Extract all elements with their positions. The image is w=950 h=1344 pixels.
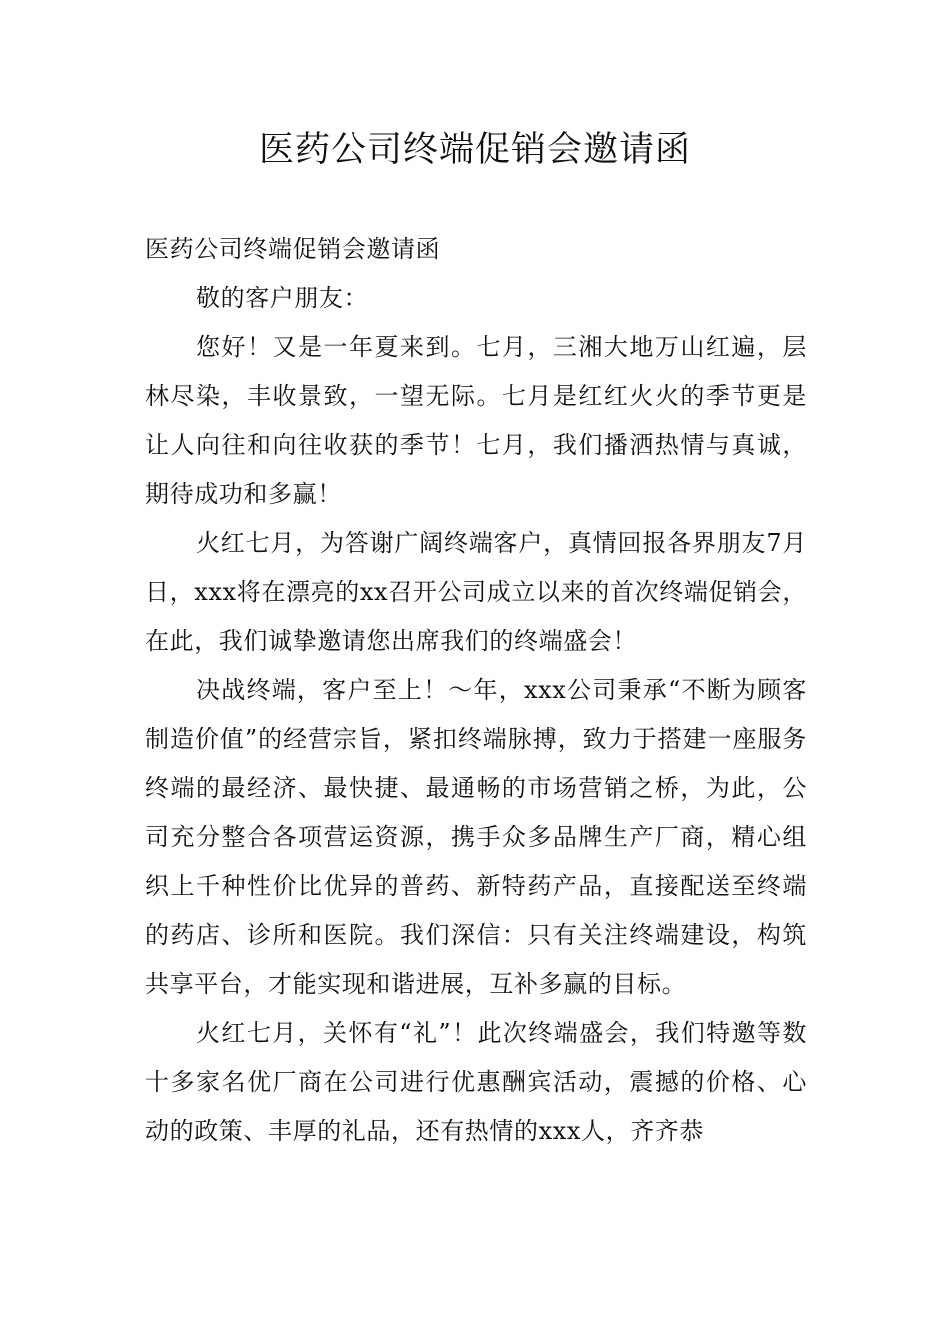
paragraph-invitation: 火红七月，为答谢广阔终端客户，真情回报各界朋友7月日，xxx将在漂亮的xx召开公司成立以来的首次终端促销会，在此，我们诚挚邀请您出席我们的终端盛会！ xyxy=(145,529,807,655)
document-body xyxy=(145,225,807,1156)
document-subtitle: 医药公司终端促销会邀请函 xyxy=(145,235,441,263)
paragraph-greeting: 您好！又是一年夏来到。七月，三湘大地万山红遍，层林尽染，丰收景致，一望无际。七月是红红火火的季节更是让人向往和向往收获的季节！七月，我们播洒热情与真诚，期待成功和多赢！ xyxy=(145,333,807,508)
paragraph-gifts: 火红七月，关怀有“礼”！此次终端盛会，我们特邀等数十多家名优厂商在公司进行优惠酬宾活动，震撼的价格、心动的政策、丰厚的礼品，还有热情的xxx人，齐齐恭 xyxy=(145,1019,807,1145)
document-title: 医药公司终端促销会邀请函 xyxy=(258,130,691,170)
paragraph-company: 决战终端，客户至上！～年，xxx公司秉承“不断为顾客制造价值”的经营宗旨，紧扣终端脉搏，致力于搭建一座服务终端的最经济、最快捷、最通畅的市场营销之桥，为此，公司充分整合各项营运资源，携手众多品牌生产厂商，精心组织上千种性价比优异的普药、新特药产品，直接配送至终端的药店、诊所和医院。我们深信：只有关注终端建设，构筑共享平台，才能实现和谐进展，互补多赢的目标。 xyxy=(145,676,807,998)
salutation: 敬的客户朋友： xyxy=(196,284,369,312)
